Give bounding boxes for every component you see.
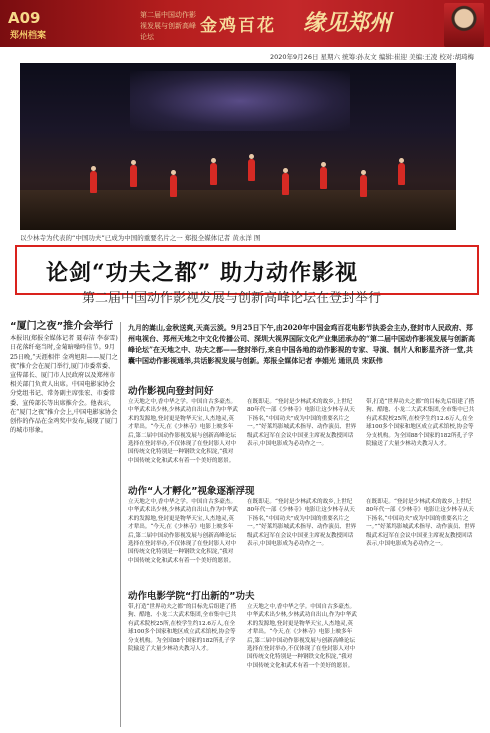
performer-figure	[130, 165, 137, 187]
lead-photo	[20, 63, 456, 230]
section-heading: 动作影视向登封问好	[128, 386, 214, 397]
performer-figure	[360, 175, 367, 197]
body-column: 在既即走。“登封是少林武术的故乡,上世纪80年代一部《少林寺》电影让这少林寺从天下扬名,“中国功夫”成为中国的重要名片之一。”“好莱坞影城武术指导、动作演员、世界级武术冠军在会议中国亚主席祝友教授回话表示,中国电影成为必功作之一。	[247, 499, 357, 548]
lede-paragraph: 九月的嵩山,金秋送爽,天高云淡。9月25日下午,由2020年中国金鸡百花电影节执委会主办,登封市人民政府、郑州电视台、郑州天地之中文化传播公司、深圳大视界国际文化产业集团承办的“第二届中国动作影视发展与创新高峰论坛”在天地之中、功夫之都——登封举行,来自中国各地的动作影视的专家、导演、制片人和影星齐济一堂,共囊中国动作影视通举,共话影视发展与创新。郑报全媒体记者 李娟光 通讯员 宋跃伟	[128, 323, 476, 365]
actor-portrait	[444, 3, 484, 47]
banner-title: 金鸡百花	[200, 16, 276, 36]
dateline: 2020年9月26日 星期六 统筹:孙友文 编辑:崔迎 美编:王凌 校对:胡琦梅	[270, 53, 475, 61]
sidebar-title: “厦门之夜”推介会举行	[10, 321, 114, 332]
page-number: A09	[8, 9, 41, 27]
body-column: 带,打造“世界功夫之都”的目标先后组建了搭狗、酷地、小龙二大武术集团,全市集中已共有武术院校25所,在校学生约12.6万人,在全球100多个国家和地区成立武术馆校,协会等分支机构。为全国88个国家的182所孔子学院输送了大量少林功夫教习人才。	[128, 604, 237, 653]
performer-figure	[248, 159, 255, 181]
body-column: 立天地之中,香中华之学。中国自古多豪杰。中华武术出少林,少林武功自出山,作为中华武术的发源地,登封更是物华天宝,人杰地灵,英才辈出。“今天,在《少林寺》电影上映多年后,第二届中国动作影视发展与创新高峰论坛选择在登封举办,不仅体现了在登封影人对中国传统文化特别是一种钢铁文化积淀,“我对中国传统文化和武术有着一个美好的愿景。	[128, 499, 238, 564]
performer-figure	[320, 167, 327, 189]
masthead-banner	[0, 0, 490, 47]
banner-title-calligraphy: 缘见郑州	[303, 10, 392, 36]
performer-figure	[90, 171, 97, 193]
sidebar-story	[10, 322, 121, 727]
body-column: 带,打造“世界功夫之都”的目标先后组建了搭狗、酷地、小龙二大武术集团,全市集中已共有武术院校25所,在校学生约12.6万人,在全球100多个国家和地区成立武术馆校,协会等分支机构。为全国88个国家的182所孔子学院输送了大量少林功夫教习人才。	[366, 399, 475, 448]
section-heading: 动作“人才孵化”视象逐渐浮现	[128, 486, 255, 497]
stage-screen	[130, 71, 350, 131]
photo-caption: 以少林寺为代表的“中国功夫”已成为中国的重要名片之一 郑报全媒体记者 黄永洋 图	[20, 234, 261, 242]
body-column: 在既即走。“登封是少林武术的故乡,上世纪80年代一部《少林寺》电影让这少林寺从天下扬名,“中国功夫”成为中国的重要名片之一。”“好莱坞影城武术指导、动作演员、世界级武术冠军在会议中国亚主席祝友教授回话表示,中国电影成为必功作之一。	[247, 399, 357, 448]
body-column: 立天地之中,香中华之学。中国自古多豪杰。中华武术出少林,少林武功自出山,作为中华武术的发源地,登封更是物华天宝,人杰地灵,英才辈出。“今天,在《少林寺》电影上映多年后,第二届中国动作影视发展与创新高峰论坛选择在登封举办,不仅体现了在登封影人对中国传统文化特别是一种钢铁文化积淀,“我对中国传统文化和武术有着一个美好的愿景。	[247, 604, 357, 669]
performer-figure	[210, 163, 217, 185]
performer-figure	[282, 173, 289, 195]
subheadline: 第二届中国动作影视发展与创新高峰论坛在登封举行	[82, 291, 382, 306]
performer-figure	[170, 175, 177, 197]
stage-floor	[20, 190, 456, 230]
body-column: 立天地之中,香中华之学。中国自古多豪杰。中华武术出少林,少林武功自出山,作为中华武术的发源地,登封更是物华天宝,人杰地灵,英才辈出。“今天,在《少林寺》电影上映多年后,第二届中国动作影视发展与创新高峰论坛选择在登封举办,不仅体现了在登封影人对中国传统文化特别是一种钢铁文化积淀,“我对中国传统文化和武术有着一个美好的愿景。	[128, 399, 238, 464]
section-heading: 动作电影学院“打出新的”功夫	[128, 591, 255, 602]
performer-figure	[398, 163, 405, 185]
headline: 论剑“功夫之都” 助力动作影视	[46, 260, 358, 286]
sidebar-body: 本报讯(郑报全媒体记者 聂春洁 李泰雪)日花落纤毫当时,金菊暗噪吟佳节。9月25日晚,“天涯相伴 金鸡旭阳——厦门之夜”推介会在厦门举行,厦门市委常委、宣传部长、厦门市人民政府以及郑州市相关部门负责人出席。中国电影家协会分党组书记、常务副主席张宏、市委常委、宣传部长等出席推介会。他表示,在“厦门之夜”推介会上,中国电影家协会创作的作品在金鸡奖中发布,展现了厦门的城市形象。	[10, 335, 118, 435]
section-tag: 郑州档案	[10, 31, 47, 41]
body-column: 在既即走。“登封是少林武术的故乡,上世纪80年代一部《少林寺》电影让这少林寺从天下扬名,“中国功夫”成为中国的重要名片之一。”“好莱坞影城武术指导、动作演员、世界级武术冠军在会议中国亚主席祝友教授回话表示,中国电影成为必功作之一。	[366, 499, 476, 548]
forum-logo-text: 第二届中国动作影视发展与创新高峰论坛	[140, 11, 196, 41]
